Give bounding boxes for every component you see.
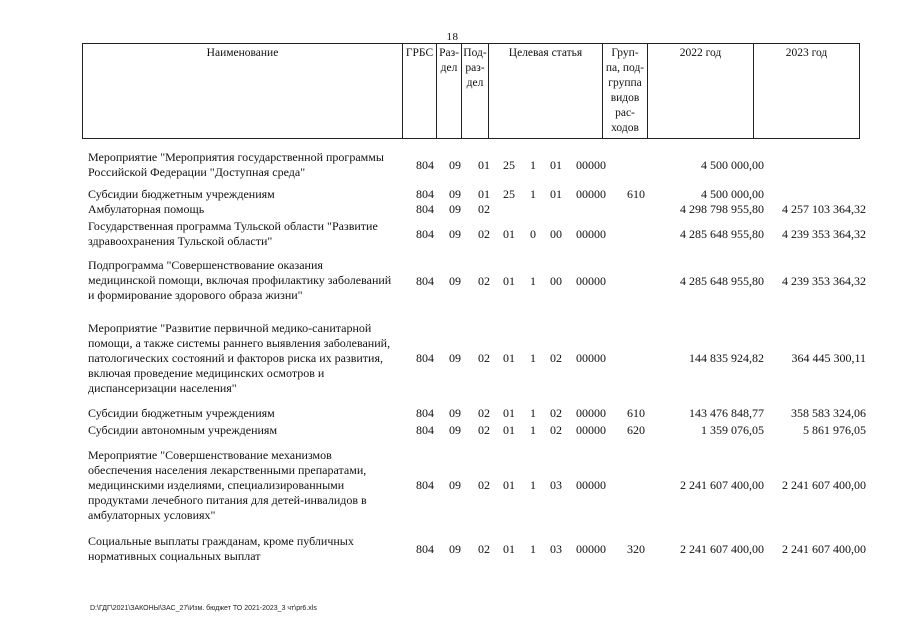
podrazdel-cell: 02 — [478, 406, 490, 420]
amount-2023-cell: 4 239 353 364,32 — [782, 274, 866, 288]
target-article-code-cell: 00000 — [576, 351, 606, 365]
razdel-cell: 09 — [449, 423, 461, 437]
amount-2022-cell: 4 285 648 955,80 — [680, 274, 764, 288]
expense-group-cell: 320 — [627, 542, 645, 556]
amount-2022-cell: 4 298 798 955,80 — [680, 202, 764, 216]
target-article-program-cell: 01 — [503, 274, 515, 288]
row-name: Мероприятие "Развитие первичной медико-санитарной помощи, а также системы раннего выявления заболеваний, патологических состояний и факторов риска их развития, включая проведение медицинских осмотров и диспансеризации населения" — [88, 321, 391, 395]
target-article-subprogram-cell: 1 — [530, 423, 536, 437]
podrazdel-cell: 02 — [478, 542, 490, 556]
razdel-cell: 09 — [449, 406, 461, 420]
target-article-subprogram-cell: 1 — [530, 351, 536, 365]
target-article-code-cell: 00000 — [576, 187, 606, 201]
target-article-event-cell: 02 — [550, 423, 562, 437]
grbs-cell: 804 — [416, 406, 434, 420]
amount-2022-cell: 1 359 076,05 — [701, 423, 764, 437]
target-article-program-cell: 25 — [503, 187, 515, 201]
grbs-cell: 804 — [416, 187, 434, 201]
amount-2023-cell: 2 241 607 400,00 — [782, 542, 866, 556]
amount-2023-cell: 4 239 353 364,32 — [782, 227, 866, 241]
expense-group-cell: 610 — [627, 187, 645, 201]
razdel-cell: 09 — [449, 202, 461, 216]
razdel-cell: 09 — [449, 158, 461, 172]
razdel-cell: 09 — [449, 542, 461, 556]
grbs-cell: 804 — [416, 202, 434, 216]
podrazdel-cell: 01 — [478, 187, 490, 201]
amount-2023-cell: 364 445 300,11 — [791, 351, 866, 365]
target-article-code-cell: 00000 — [576, 423, 606, 437]
row-name: Государственная программа Тульской области "Развитие здравоохранения Тульской области" — [88, 219, 378, 248]
target-article-subprogram-cell: 0 — [530, 227, 536, 241]
header-year-2022: 2022 год — [648, 44, 754, 139]
header-podrazdel: Под- раз- дел — [462, 44, 489, 139]
target-article-code-cell: 00000 — [576, 274, 606, 288]
target-article-program-cell: 25 — [503, 158, 515, 172]
target-article-program-cell: 01 — [503, 406, 515, 420]
target-article-code-cell: 00000 — [576, 406, 606, 420]
row-name: Амбулаторная помощь — [88, 202, 205, 216]
target-article-program-cell: 01 — [503, 478, 515, 492]
header-expense-group: Груп- па, под- группа видов рас- ходов — [603, 44, 648, 139]
target-article-event-cell: 01 — [550, 158, 562, 172]
amount-2022-cell: 2 241 607 400,00 — [680, 478, 764, 492]
amount-2022-cell: 2 241 607 400,00 — [680, 542, 764, 556]
target-article-code-cell: 00000 — [576, 542, 606, 556]
target-article-subprogram-cell: 1 — [530, 406, 536, 420]
expense-group-cell: 610 — [627, 406, 645, 420]
podrazdel-cell: 02 — [478, 423, 490, 437]
grbs-cell: 804 — [416, 158, 434, 172]
header-year-2023: 2023 год — [754, 44, 860, 139]
amount-2022-cell: 144 835 924,82 — [689, 351, 764, 365]
podrazdel-cell: 02 — [478, 478, 490, 492]
amount-2022-cell: 4 500 000,00 — [701, 187, 764, 201]
header-grbs: ГРБС — [403, 44, 437, 139]
file-path-footer: D:\ГДГ\2021\ЗАКОНЫ\ЗАС_27\Изм. бюджет ТО 2021-2023_3 чт\pr6.xls — [90, 605, 317, 612]
razdel-cell: 09 — [449, 187, 461, 201]
target-article-program-cell: 01 — [503, 542, 515, 556]
row-name: Социальные выплаты гражданам, кроме публичных нормативных социальных выплат — [88, 534, 354, 563]
target-article-code-cell: 00000 — [576, 158, 606, 172]
target-article-subprogram-cell: 1 — [530, 274, 536, 288]
razdel-cell: 09 — [449, 351, 461, 365]
amount-2022-cell: 143 476 848,77 — [689, 406, 764, 420]
target-article-event-cell: 00 — [550, 227, 562, 241]
target-article-code-cell: 00000 — [576, 478, 606, 492]
target-article-program-cell: 01 — [503, 423, 515, 437]
row-name: Субсидии автономным учреждениям — [88, 423, 278, 437]
target-article-program-cell: 01 — [503, 351, 515, 365]
podrazdel-cell: 02 — [478, 351, 490, 365]
target-article-event-cell: 02 — [550, 406, 562, 420]
amount-2023-cell: 358 583 324,06 — [791, 406, 866, 420]
podrazdel-cell: 02 — [478, 227, 490, 241]
grbs-cell: 804 — [416, 274, 434, 288]
header-razdel: Раз- дел — [437, 44, 462, 139]
header-name: Наименование — [83, 44, 403, 139]
amount-2023-cell: 2 241 607 400,00 — [782, 478, 866, 492]
podrazdel-cell: 02 — [478, 202, 490, 216]
podrazdel-cell: 02 — [478, 274, 490, 288]
grbs-cell: 804 — [416, 351, 434, 365]
grbs-cell: 804 — [416, 478, 434, 492]
amount-2022-cell: 4 500 000,00 — [701, 158, 764, 172]
target-article-event-cell: 03 — [550, 542, 562, 556]
amount-2023-cell: 5 861 976,05 — [803, 423, 866, 437]
grbs-cell: 804 — [416, 227, 434, 241]
razdel-cell: 09 — [449, 274, 461, 288]
grbs-cell: 804 — [416, 542, 434, 556]
row-name: Мероприятие "Совершенствование механизмов обеспечения населения лекарственными препаратами, медицинскими изделиями, специализированными продуктами лечебного питания для детей-инвалидов в амбулаторных условиях" — [88, 448, 367, 522]
row-name: Субсидии бюджетным учреждениям — [88, 406, 275, 420]
target-article-subprogram-cell: 1 — [530, 158, 536, 172]
razdel-cell: 09 — [449, 227, 461, 241]
row-name: Субсидии бюджетным учреждениям — [88, 187, 275, 201]
page-number: 18 — [446, 31, 459, 43]
target-article-event-cell: 02 — [550, 351, 562, 365]
razdel-cell: 09 — [449, 478, 461, 492]
row-name: Подпрограмма "Совершенствование оказания медицинской помощи, включая профилактику заболеваний и формирование здорового образа жизни" — [88, 258, 392, 302]
header-target-article: Целевая статья — [489, 44, 603, 139]
expense-group-cell: 620 — [627, 423, 645, 437]
target-article-event-cell: 00 — [550, 274, 562, 288]
target-article-event-cell: 03 — [550, 478, 562, 492]
amount-2022-cell: 4 285 648 955,80 — [680, 227, 764, 241]
target-article-program-cell: 01 — [503, 227, 515, 241]
target-article-subprogram-cell: 1 — [530, 187, 536, 201]
podrazdel-cell: 01 — [478, 158, 490, 172]
grbs-cell: 804 — [416, 423, 434, 437]
target-article-code-cell: 00000 — [576, 227, 606, 241]
row-name: Мероприятие "Мероприятия государственной программы Российской Федерации "Доступная среда" — [88, 150, 384, 179]
target-article-event-cell: 01 — [550, 187, 562, 201]
target-article-subprogram-cell: 1 — [530, 542, 536, 556]
amount-2023-cell: 4 257 103 364,32 — [782, 202, 866, 216]
target-article-subprogram-cell: 1 — [530, 478, 536, 492]
